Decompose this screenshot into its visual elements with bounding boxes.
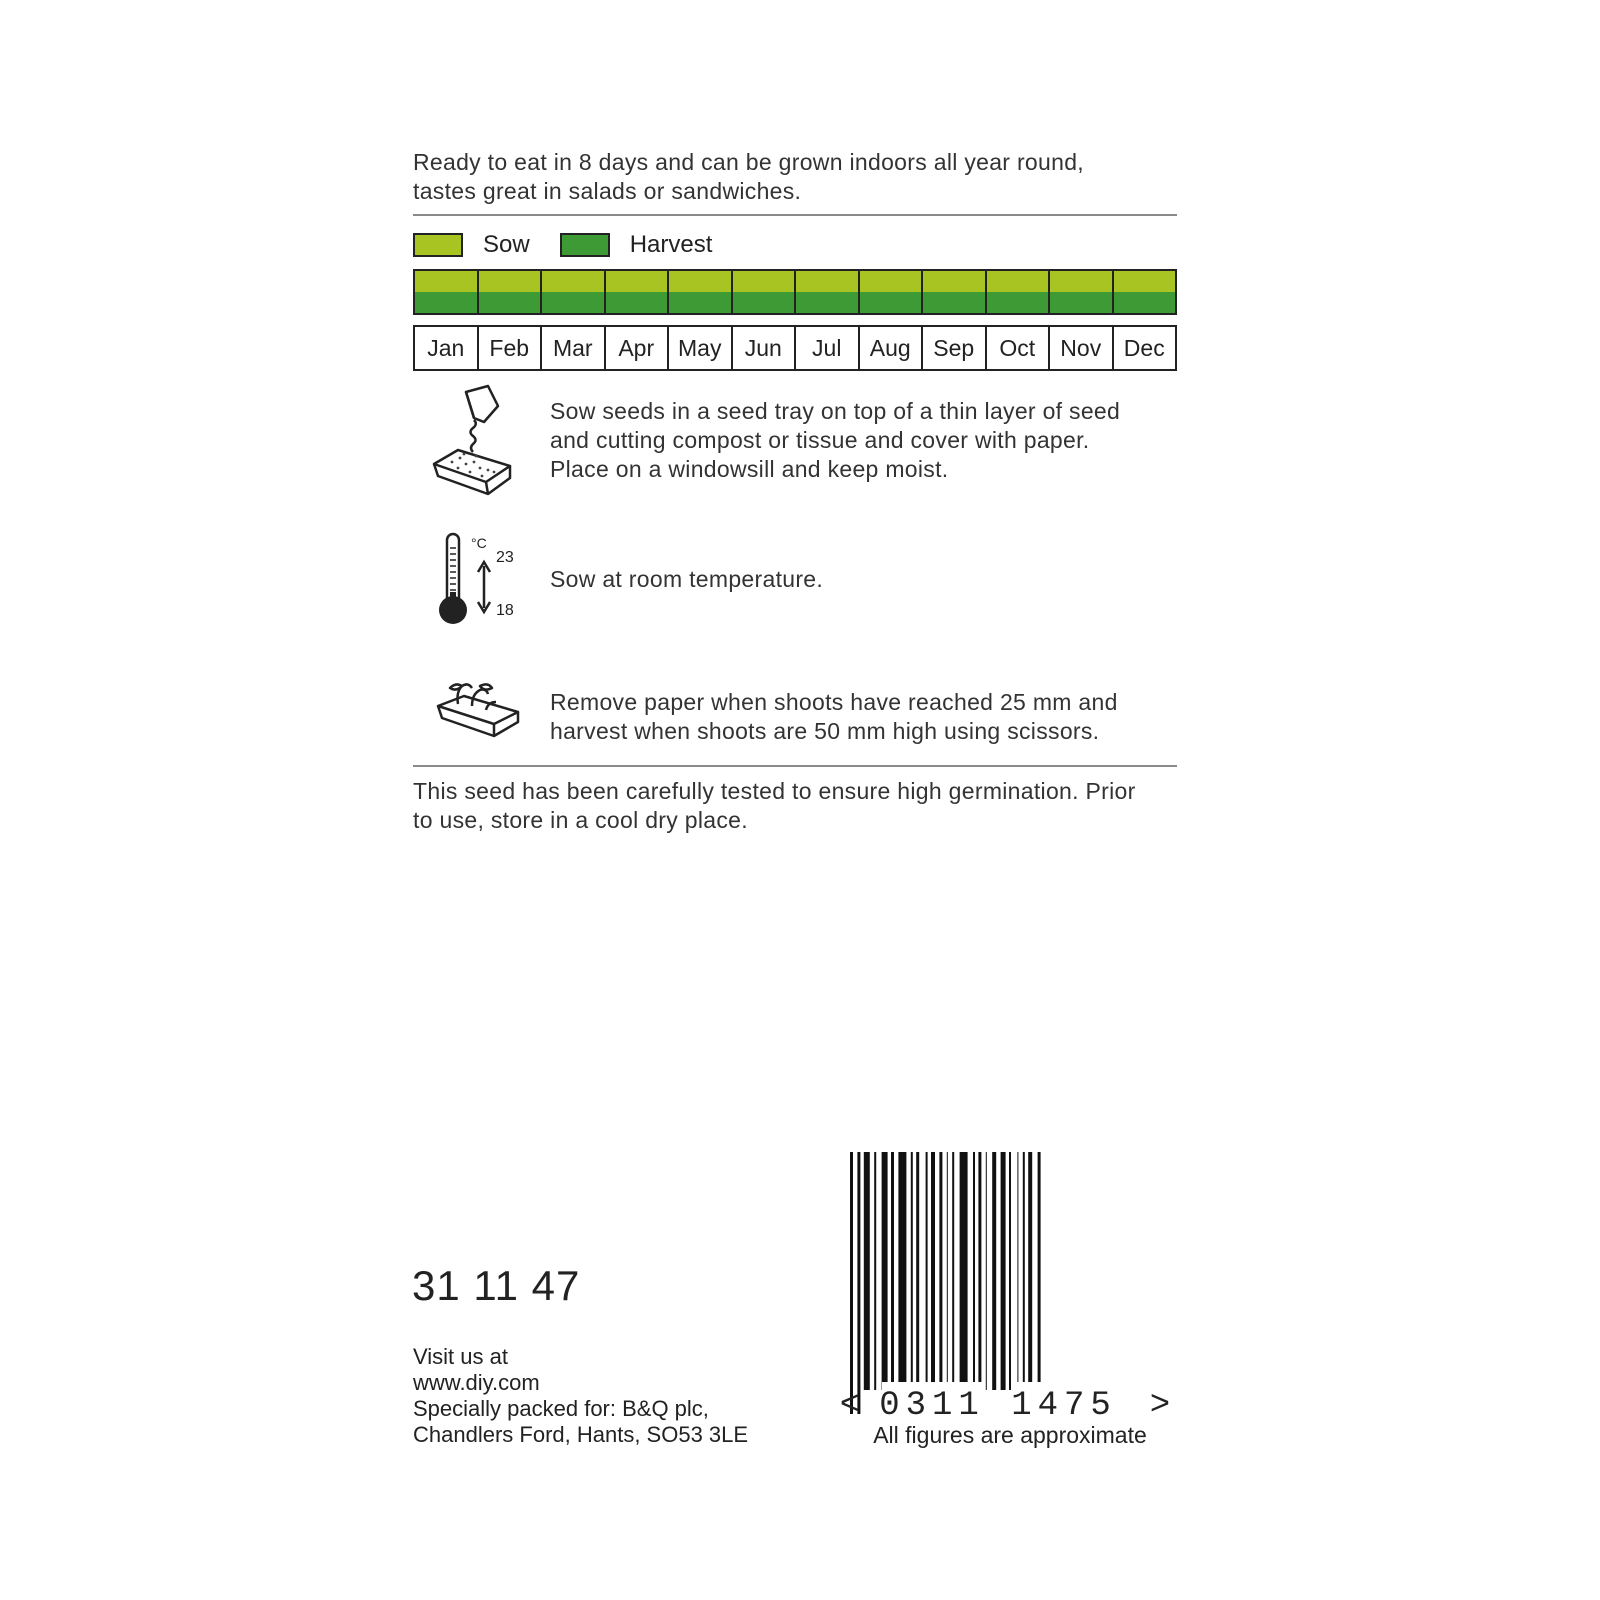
month-feb: Feb — [479, 327, 543, 369]
address-line-4: Chandlers Ford, Hants, SO53 3LE — [413, 1422, 749, 1447]
calendar-cell-aug — [860, 271, 924, 313]
storage-line-2: to use, store in a cool dry place. — [413, 807, 748, 833]
harvest-period-nov — [1050, 292, 1112, 313]
approximate-note: All figures are approximate — [873, 1422, 1147, 1448]
barcode-bar — [1038, 1152, 1041, 1390]
barcode-bar — [931, 1152, 935, 1390]
month-aug: Aug — [860, 327, 924, 369]
calendar-cell-nov — [1050, 271, 1114, 313]
barcode-bar — [891, 1152, 894, 1390]
storage-line-1: This seed has been carefully tested to ensure high germination. Prior — [413, 778, 1136, 804]
month-jul: Jul — [796, 327, 860, 369]
retailer-address — [413, 1344, 748, 1448]
calendar-legend — [413, 231, 742, 259]
calendar-cell-jun — [733, 271, 797, 313]
sow-line-1: Sow seeds in a seed tray on top of a thin layer of seed — [550, 398, 1121, 424]
month-apr: Apr — [606, 327, 670, 369]
harvest-period-jun — [733, 292, 795, 313]
barcode-bar — [973, 1152, 975, 1390]
harvest-period-feb — [479, 292, 541, 313]
intro-text — [413, 148, 1173, 206]
calendar-cell-jul — [796, 271, 860, 313]
sow-period-jun — [733, 271, 795, 292]
divider-top — [413, 214, 1177, 216]
barcode-left-digits: 0311 — [879, 1387, 985, 1425]
calendar-cell-jan — [415, 271, 479, 313]
barcode-bar — [960, 1152, 968, 1390]
calendar-cell-sep — [923, 271, 987, 313]
calendar-cell-oct — [987, 271, 1051, 313]
sow-period-apr — [606, 271, 668, 292]
barcode-bar — [1023, 1152, 1025, 1390]
month-jan: Jan — [415, 327, 479, 369]
harvest-period-jul — [796, 292, 858, 313]
barcode-bar — [947, 1152, 948, 1390]
month-row — [413, 325, 1177, 371]
sow-period-dec — [1114, 271, 1176, 292]
month-mar: Mar — [542, 327, 606, 369]
product-code: 31 11 47 — [412, 1262, 581, 1309]
barcode-bar — [939, 1152, 942, 1390]
harvest-line-2: harvest when shoots are 50 mm high using scissors. — [550, 718, 1100, 744]
month-jun: Jun — [733, 327, 797, 369]
barcode — [836, 1152, 1176, 1452]
sprouting-tray-icon — [436, 678, 526, 748]
sow-instructions — [550, 397, 1170, 484]
sow-line-3: Place on a windowsill and keep moist. — [550, 456, 949, 482]
sow-swatch — [413, 233, 463, 257]
calendar-cell-feb — [479, 271, 543, 313]
address-line-3: Specially packed for: B&Q plc, — [413, 1396, 709, 1421]
calendar-cell-may — [669, 271, 733, 313]
seed-tray-icon — [430, 382, 520, 497]
barcode-bar — [898, 1152, 906, 1390]
sow-period-may — [669, 271, 731, 292]
harvest-period-aug — [860, 292, 922, 313]
sow-label: Sow — [483, 231, 530, 258]
barcode-right-digits: 1475 — [1011, 1387, 1117, 1425]
harvest-period-sep — [923, 292, 985, 313]
barcode-bar — [1001, 1152, 1006, 1390]
barcode-bar — [911, 1152, 913, 1390]
sow-period-aug — [860, 271, 922, 292]
sow-period-jan — [415, 271, 477, 292]
barcode-bar — [978, 1152, 981, 1390]
barcode-left-marker: < — [840, 1384, 860, 1422]
barcode-bar — [874, 1152, 876, 1390]
temperature-text: Sow at room temperature. — [550, 566, 824, 592]
barcode-bar — [1028, 1152, 1032, 1390]
sow-line-2: and cutting compost or tissue and cover with paper. — [550, 427, 1090, 453]
barcode-bar — [916, 1152, 919, 1390]
address-line-2: www.diy.com — [413, 1370, 540, 1395]
month-nov: Nov — [1050, 327, 1114, 369]
intro-line-2: tastes great in salads or sandwiches. — [413, 178, 802, 204]
barcode-bar — [986, 1152, 987, 1390]
sow-period-oct — [987, 271, 1049, 292]
month-may: May — [669, 327, 733, 369]
barcode-bar — [857, 1152, 860, 1414]
barcode-bar — [864, 1152, 870, 1390]
sow-period-sep — [923, 271, 985, 292]
sow-period-jul — [796, 271, 858, 292]
barcode-bar — [992, 1152, 996, 1390]
sow-period-mar — [542, 271, 604, 292]
sow-harvest-calendar-bar — [413, 269, 1177, 315]
temperature-unit: °C — [471, 535, 487, 551]
barcode-bar — [882, 1152, 888, 1390]
harvest-label: Harvest — [629, 231, 713, 258]
barcode-bar — [1017, 1152, 1018, 1390]
divider-bottom — [413, 765, 1177, 767]
barcode-right-marker: > — [1150, 1384, 1170, 1422]
intro-line-1: Ready to eat in 8 days and can be grown indoors all year round, — [413, 149, 1084, 175]
harvest-period-apr — [606, 292, 668, 313]
harvest-swatch — [560, 233, 610, 257]
calendar-cell-apr — [606, 271, 670, 313]
harvest-period-may — [669, 292, 731, 313]
storage-note — [413, 777, 1173, 835]
month-dec: Dec — [1123, 334, 1165, 361]
address-line-1: Visit us at — [413, 1344, 508, 1369]
harvest-instructions — [550, 688, 1170, 746]
temperature-min: 18 — [496, 602, 514, 619]
calendar-cell-mar — [542, 271, 606, 313]
temperature-max: 23 — [496, 549, 514, 566]
month-sep: Sep — [923, 327, 987, 369]
sow-period-nov — [1050, 271, 1112, 292]
calendar-cell-dec — [1114, 271, 1176, 313]
month-oct: Oct — [987, 327, 1051, 369]
harvest-period-oct — [987, 292, 1049, 313]
harvest-line-1: Remove paper when shoots have reached 25 mm and — [550, 689, 1118, 715]
harvest-period-dec — [1114, 292, 1176, 313]
barcode-bar — [926, 1152, 928, 1390]
barcode-bar — [1009, 1152, 1011, 1390]
sow-period-feb — [479, 271, 541, 292]
harvest-period-mar — [542, 292, 604, 313]
harvest-period-jan — [415, 292, 477, 313]
barcode-bar — [850, 1152, 853, 1414]
barcode-bar — [952, 1152, 954, 1390]
